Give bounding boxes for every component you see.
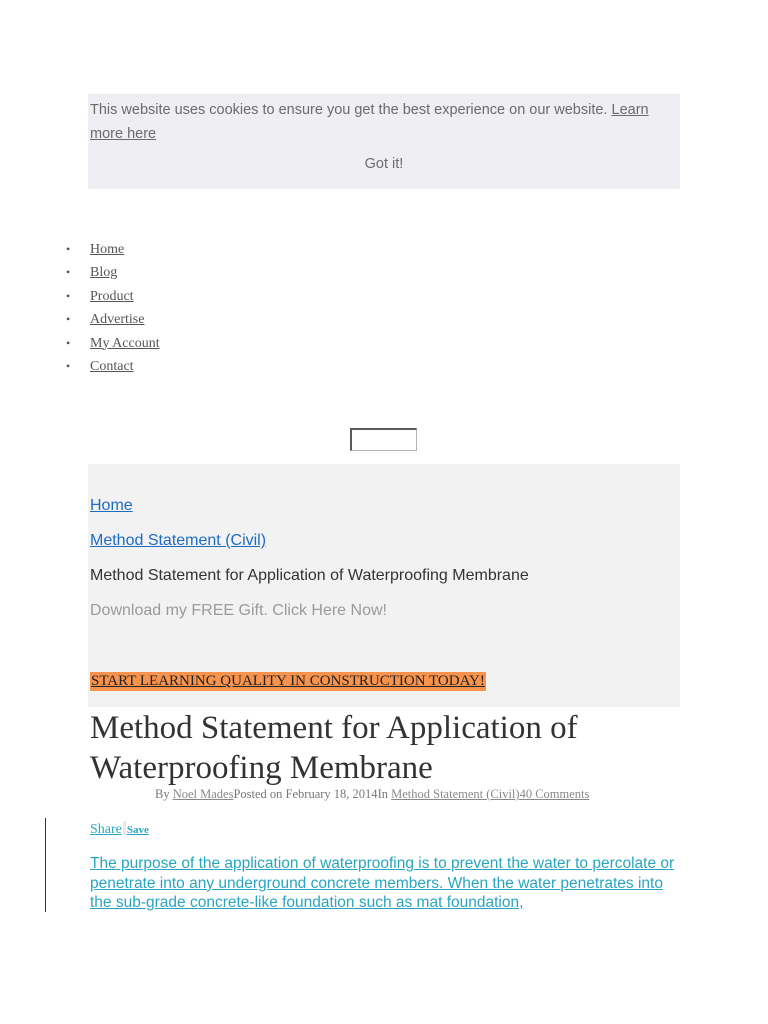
category-link[interactable]: Method Statement (Civil) <box>391 787 520 801</box>
promo-banner-link[interactable]: START LEARNING QUALITY IN CONSTRUCTION TODAY! <box>91 673 485 689</box>
nav-item-home <box>66 238 160 261</box>
article-byline <box>155 787 589 802</box>
article-intro-link[interactable]: The purpose of the application of waterproofing is to prevent the water to percolate or penetrate into any underground concrete members. When the water penetrates into the sub-grade concrete-like foundation such as mat foundation, <box>90 855 675 911</box>
byline-by: By <box>155 787 170 801</box>
nav-link-home[interactable]: Home <box>90 242 125 257</box>
share-save-row <box>90 820 149 838</box>
nav-item-product <box>66 285 160 308</box>
byline-in: In <box>377 787 388 801</box>
breadcrumb-home-link[interactable]: Home <box>90 497 133 514</box>
comments-link[interactable]: 40 Comments <box>519 787 590 801</box>
nav-item-blog <box>66 261 160 284</box>
posted-date: Posted on February 18, 2014 <box>233 787 378 801</box>
breadcrumb-panel <box>88 464 680 707</box>
nav-link-my-account[interactable]: My Account <box>90 335 160 351</box>
author-link[interactable]: Noel Mades <box>172 787 234 801</box>
nav-item-contact <box>66 355 160 378</box>
nav-link-blog[interactable]: Blog <box>90 265 118 281</box>
breadcrumb-category-link[interactable]: Method Statement (Civil) <box>90 532 267 549</box>
learn-more-link[interactable]: Learn more here <box>90 102 649 142</box>
save-link[interactable]: Save <box>126 824 149 836</box>
search-input[interactable] <box>350 428 417 451</box>
nav-link-product[interactable]: Product <box>90 288 134 304</box>
share-separator <box>123 821 126 835</box>
nav-item-my-account <box>66 332 160 355</box>
cookie-banner <box>88 94 680 189</box>
breadcrumb-current: Method Statement for Application of Waterproofing Membrane <box>90 567 529 584</box>
article-title: Method Statement for Application of Waterproofing Membrane <box>90 710 578 786</box>
free-gift-link[interactable]: Download my FREE Gift. Click Here Now! <box>90 602 387 619</box>
got-it-button[interactable]: Got it! <box>364 156 404 172</box>
nav-link-contact[interactable]: Contact <box>90 358 134 374</box>
nav-item-advertise <box>66 308 160 331</box>
cookie-message-text: This website uses cookies to ensure you get the best experience on our website. <box>90 102 608 118</box>
share-link[interactable]: Share <box>90 822 122 837</box>
left-divider <box>45 818 46 912</box>
main-nav <box>66 238 160 378</box>
cookie-message <box>90 98 678 146</box>
nav-link-advertise[interactable]: Advertise <box>90 312 145 328</box>
